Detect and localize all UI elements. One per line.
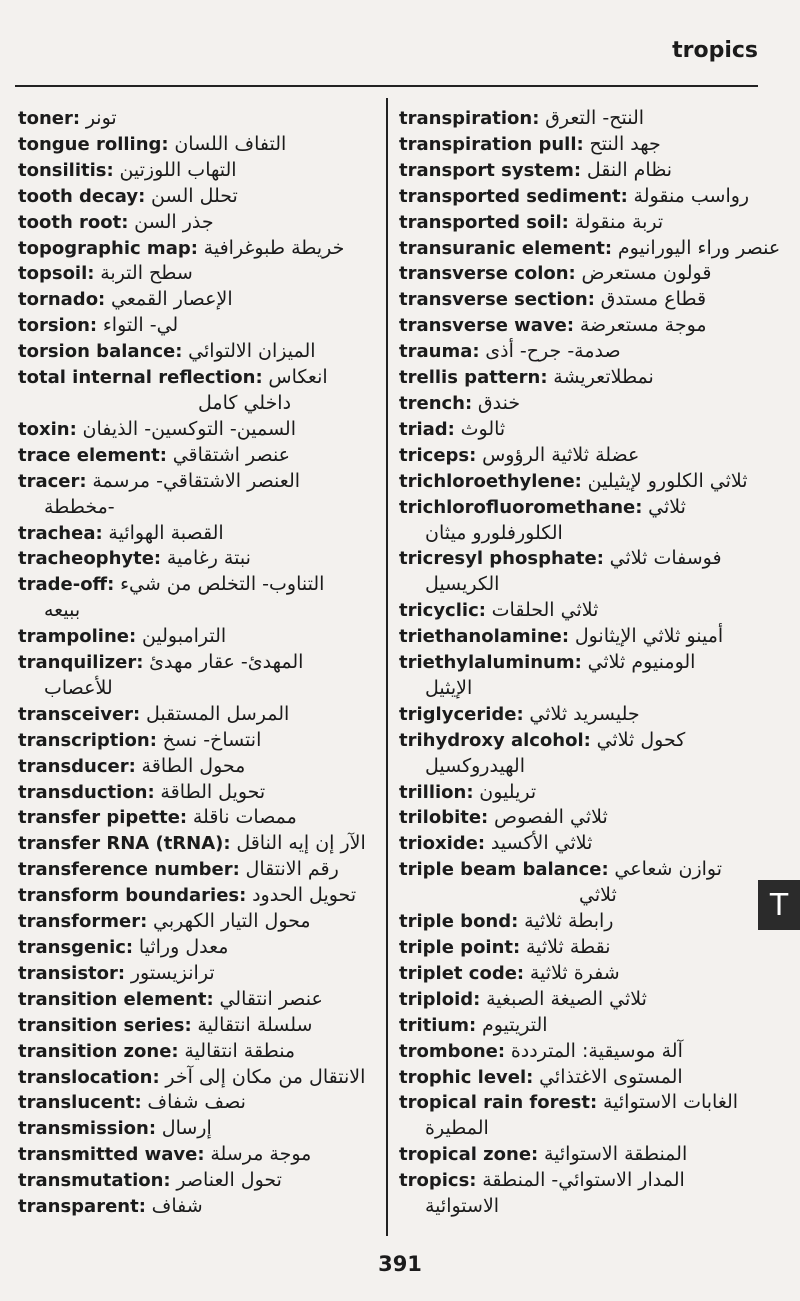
dictionary-entry bbox=[399, 184, 749, 210]
entry-continuation bbox=[399, 754, 749, 780]
dictionary-entry bbox=[399, 1013, 749, 1039]
entry-term: trauma: bbox=[399, 341, 480, 363]
entry-term: transform boundaries: bbox=[18, 885, 247, 907]
dictionary-entry bbox=[399, 624, 749, 650]
entry-term: transpiration pull: bbox=[399, 133, 584, 155]
dictionary-entry bbox=[18, 702, 378, 728]
dictionary-entry bbox=[18, 1116, 378, 1142]
entry-term: transition element: bbox=[18, 988, 214, 1010]
entry-term: transport system: bbox=[399, 159, 582, 181]
dictionary-entry bbox=[18, 728, 378, 754]
dictionary-entry bbox=[399, 287, 749, 313]
entry-translation: ثلاثي الكلورو لإيثيلين bbox=[587, 469, 748, 492]
entry-translation: موجة مرسلة bbox=[210, 1143, 312, 1166]
entry-translation: محول الطاقة bbox=[141, 754, 246, 777]
entry-term: trampoline: bbox=[18, 626, 137, 648]
entry-translation: عضلة ثلاثية الرؤوس bbox=[482, 443, 640, 466]
dictionary-entry bbox=[399, 210, 749, 236]
entry-translation: فوسفات ثلاثي bbox=[609, 547, 722, 570]
entry-translation: السمين- التوكسين- الذيفان bbox=[82, 417, 296, 440]
dictionary-entry bbox=[18, 780, 378, 806]
entry-term: triethylaluminum: bbox=[399, 652, 582, 674]
entry-term: trench: bbox=[399, 392, 473, 414]
entry-term: tropics: bbox=[399, 1170, 477, 1192]
entry-translation: ثلاثي الحلقات bbox=[491, 599, 599, 622]
entry-translation: العنصر الاشتقاقي- مرسمة bbox=[92, 469, 301, 492]
entry-translation: رقم الانتقال bbox=[245, 858, 339, 881]
dictionary-entry bbox=[18, 883, 378, 909]
entry-translation: عنصر انتقالي bbox=[219, 987, 323, 1010]
dictionary-entry bbox=[399, 495, 749, 521]
entry-translation: الإعصار القمعي bbox=[111, 288, 233, 311]
entry-term: trioxide: bbox=[399, 833, 486, 855]
dictionary-entry bbox=[18, 365, 378, 391]
dictionary-entry bbox=[399, 1065, 749, 1091]
dictionary-entry bbox=[399, 339, 749, 365]
entry-translation: نصف شفاف bbox=[147, 1091, 246, 1114]
left-column bbox=[18, 106, 378, 1220]
thumb-index-tab: T bbox=[758, 880, 800, 930]
entry-term: transpiration: bbox=[399, 108, 540, 129]
entry-term: total internal reflection: bbox=[18, 367, 263, 389]
entry-term: trellis pattern: bbox=[399, 367, 548, 389]
entry-term: transference number: bbox=[18, 859, 240, 881]
entry-translation: نبتة رغامية bbox=[166, 547, 251, 570]
dictionary-entry bbox=[18, 857, 378, 883]
entry-term: tropical rain forest: bbox=[399, 1092, 598, 1114]
entry-term: transmission: bbox=[18, 1118, 157, 1140]
entry-translation-continued: ببيعه bbox=[44, 599, 81, 622]
entry-translation: لي- التواء bbox=[102, 314, 179, 337]
dictionary-entry bbox=[18, 158, 378, 184]
dictionary-entry bbox=[399, 1090, 749, 1116]
dictionary-entry bbox=[18, 339, 378, 365]
entry-translation: ثلاثي bbox=[648, 495, 686, 518]
entry-translation: جذر السن bbox=[134, 210, 214, 233]
right-column bbox=[399, 106, 781, 1220]
entry-translation: القصبة الهوائية bbox=[108, 521, 224, 544]
entry-term: transfer pipette: bbox=[18, 807, 188, 829]
dictionary-entry bbox=[18, 132, 378, 158]
entry-translation: جليسريد ثلاثي bbox=[529, 702, 640, 725]
entry-term: trihydroxy alcohol: bbox=[399, 729, 591, 751]
entry-term: tricyclic: bbox=[399, 600, 486, 622]
entry-term: transition series: bbox=[18, 1014, 192, 1036]
entry-translation: معدل وراثيا bbox=[138, 936, 229, 958]
dictionary-entry bbox=[18, 313, 378, 339]
entry-translation: آلة موسيقية: المترددة bbox=[510, 1039, 683, 1062]
entry-translation: عنصر اشتقاقي bbox=[172, 443, 291, 466]
entry-translation-continued: ثلاثي bbox=[579, 884, 617, 907]
entry-translation: ثالوث bbox=[460, 417, 506, 440]
dictionary-entry bbox=[399, 987, 749, 1013]
entry-term: transverse section: bbox=[399, 289, 595, 311]
dictionary-entry bbox=[399, 1168, 749, 1194]
entry-term: triad: bbox=[399, 418, 455, 440]
entry-translation: التناوب- التخلص من شيء bbox=[120, 573, 325, 596]
page-number: 391 bbox=[378, 1252, 422, 1276]
dictionary-entry bbox=[18, 909, 378, 935]
entry-translation: قطاع مستدق bbox=[600, 288, 707, 311]
dictionary-entry bbox=[399, 546, 749, 572]
entry-translation: تربة منقولة bbox=[574, 210, 664, 233]
dictionary-entry bbox=[18, 987, 378, 1013]
entry-term: tongue rolling: bbox=[18, 133, 169, 155]
entry-continuation bbox=[18, 391, 378, 417]
entry-term: torsion balance: bbox=[18, 341, 183, 363]
entry-term: tropical zone: bbox=[399, 1144, 539, 1166]
entry-term: transported soil: bbox=[399, 211, 569, 233]
entry-translation: خريطة طبوغرافية bbox=[203, 236, 345, 259]
dictionary-entry bbox=[18, 1168, 378, 1194]
entry-term: tornado: bbox=[18, 289, 106, 311]
dictionary-entry bbox=[399, 961, 749, 987]
entry-translation: المستوى الاغتذائي bbox=[539, 1065, 683, 1088]
dictionary-entry bbox=[18, 236, 378, 262]
dictionary-entry bbox=[18, 287, 378, 313]
entry-translation: نظام النقل bbox=[586, 158, 673, 181]
dictionary-entry bbox=[399, 935, 749, 961]
dictionary-entry bbox=[18, 805, 378, 831]
entry-term: translocation: bbox=[18, 1066, 160, 1088]
dictionary-entry bbox=[18, 210, 378, 236]
entry-translation: الآر إن إيه الناقل bbox=[236, 832, 366, 855]
dictionary-entry bbox=[399, 261, 749, 287]
entry-translation: قولون مستعرض bbox=[581, 262, 712, 285]
entry-term: transmitted wave: bbox=[18, 1144, 205, 1166]
entry-continuation bbox=[399, 1194, 749, 1220]
dictionary-entry bbox=[18, 1090, 378, 1116]
entry-term: translucent: bbox=[18, 1092, 142, 1114]
entry-term: transported sediment: bbox=[399, 185, 628, 207]
entry-term: transmutation: bbox=[18, 1170, 171, 1192]
entry-term: triplet code: bbox=[399, 962, 525, 984]
entry-continuation bbox=[399, 521, 749, 547]
dictionary-entry bbox=[18, 961, 378, 987]
entry-term: tooth decay: bbox=[18, 185, 146, 207]
entry-translation: رواسب منقولة bbox=[633, 184, 750, 207]
entry-translation: صدمة- جرح- أذى bbox=[485, 340, 621, 363]
entry-translation-continued: للأعصاب bbox=[44, 676, 113, 699]
dictionary-entry bbox=[399, 417, 749, 443]
entry-translation: المهدئ- عقار مهدئ bbox=[149, 651, 304, 674]
entry-term: transparent: bbox=[18, 1196, 146, 1218]
entry-translation: كحول ثلاثي bbox=[596, 728, 686, 751]
dictionary-entry bbox=[18, 184, 378, 210]
dictionary-entry bbox=[18, 572, 378, 598]
entry-term: tracheophyte: bbox=[18, 548, 162, 570]
dictionary-entry bbox=[399, 391, 749, 417]
dictionary-entry bbox=[18, 935, 378, 961]
entry-term: tricresyl phosphate: bbox=[399, 548, 604, 570]
entry-term: tonsilitis: bbox=[18, 159, 114, 181]
entry-continuation bbox=[399, 676, 749, 702]
dictionary-entry bbox=[18, 443, 378, 469]
entry-term: toner: bbox=[18, 108, 81, 129]
entry-translation-continued: الكلورفلورو ميثان bbox=[425, 521, 563, 544]
guide-word: tropics bbox=[672, 38, 758, 63]
entry-translation: موجة مستعرضة bbox=[579, 314, 707, 337]
dictionary-entry bbox=[399, 469, 749, 495]
dictionary-entry bbox=[399, 313, 749, 339]
entry-translation: ثلاثي الفصوص bbox=[494, 806, 608, 829]
dictionary-entry bbox=[18, 624, 378, 650]
entry-translation: تحويل الحدود bbox=[252, 884, 357, 907]
entry-term: transduction: bbox=[18, 781, 155, 803]
entry-translation: سطح التربة bbox=[100, 262, 193, 285]
entry-term: transcription: bbox=[18, 729, 157, 751]
entry-term: transition zone: bbox=[18, 1040, 179, 1062]
dictionary-entry bbox=[399, 909, 749, 935]
entry-translation: ممصات ناقلة bbox=[192, 806, 297, 829]
entry-translation: المنطقة الاستوائية bbox=[543, 1143, 688, 1166]
entry-translation: ثلاثي الصيغة الصبغية bbox=[486, 987, 647, 1010]
entry-translation: ترانزيستور bbox=[130, 961, 215, 984]
entry-translation: المدار الاستوائي- المنطقة bbox=[482, 1169, 685, 1192]
entry-term: trophic level: bbox=[399, 1066, 534, 1088]
entry-translation: جهد النتح bbox=[589, 132, 661, 155]
dictionary-entry bbox=[18, 106, 378, 132]
entry-translation-continued: الاستوائية bbox=[425, 1195, 500, 1218]
entry-term: trace element: bbox=[18, 444, 167, 466]
entry-translation: شفرة ثلاثية bbox=[529, 961, 620, 984]
entry-term: trachea: bbox=[18, 522, 103, 544]
entry-translation: أمينو ثلاثي الإيثانول bbox=[574, 625, 724, 648]
entry-translation-continued: الإيثيل bbox=[425, 676, 473, 699]
dictionary-entry bbox=[399, 805, 749, 831]
entry-term: tooth root: bbox=[18, 211, 129, 233]
dictionary-entry bbox=[399, 132, 749, 158]
dictionary-entry bbox=[399, 1142, 749, 1168]
entry-term: transverse wave: bbox=[399, 315, 575, 337]
entry-term: triceps: bbox=[399, 444, 477, 466]
entry-translation: انعكاس bbox=[268, 366, 328, 389]
entry-continuation bbox=[18, 676, 378, 702]
dictionary-entry bbox=[18, 546, 378, 572]
entry-term: triploid: bbox=[399, 988, 481, 1010]
entry-term: transformer: bbox=[18, 911, 148, 933]
dictionary-entry bbox=[18, 1013, 378, 1039]
entry-term: triethanolamine: bbox=[399, 626, 570, 648]
entry-translation: شفاف bbox=[151, 1195, 203, 1218]
entry-translation-continued: الهيدروكسيل bbox=[425, 754, 526, 777]
entry-term: trillion: bbox=[399, 781, 474, 803]
entry-term: topsoil: bbox=[18, 263, 95, 285]
entry-translation: عنصر وراء اليورانيوم bbox=[617, 236, 781, 259]
dictionary-entry bbox=[399, 106, 749, 132]
entry-term: trilobite: bbox=[399, 807, 489, 829]
entry-translation: انتساخ- نسخ bbox=[162, 728, 262, 751]
entry-term: triple beam balance: bbox=[399, 859, 609, 881]
entry-translation: الومنيوم ثلاثي bbox=[587, 651, 696, 674]
dictionary-entry bbox=[18, 1194, 378, 1220]
dictionary-entry bbox=[399, 650, 749, 676]
entry-translation: نمطلاتعريشة bbox=[553, 366, 654, 389]
entry-continuation bbox=[399, 1116, 749, 1142]
dictionary-entry bbox=[399, 598, 749, 624]
dictionary-entry bbox=[399, 857, 749, 883]
entry-continuation bbox=[18, 495, 378, 521]
entry-translation: رابطة ثلاثية bbox=[524, 910, 614, 933]
dictionary-entry bbox=[18, 831, 378, 857]
entry-term: transistor: bbox=[18, 962, 126, 984]
entry-translation: ثلاثي الأكسيد bbox=[490, 832, 593, 855]
dictionary-entry bbox=[399, 365, 749, 391]
entry-term: transceiver: bbox=[18, 703, 141, 725]
entry-translation: تحول العناصر bbox=[176, 1169, 282, 1192]
dictionary-entry bbox=[399, 780, 749, 806]
entry-translation: تحلل السن bbox=[151, 184, 238, 207]
dictionary-entry bbox=[399, 728, 749, 754]
dictionary-entry bbox=[18, 261, 378, 287]
entry-translation: محول التيار الكهربي bbox=[153, 910, 311, 933]
entry-term: triglyceride: bbox=[399, 703, 524, 725]
entry-translation: تريليون bbox=[479, 780, 537, 803]
entry-translation: منطقة انتقالية bbox=[184, 1039, 296, 1062]
entry-term: transverse colon: bbox=[399, 263, 576, 285]
dictionary-entry bbox=[399, 702, 749, 728]
entry-translation: نقطة ثلاثية bbox=[525, 936, 611, 958]
entry-translation: إرسال bbox=[161, 1117, 212, 1140]
entry-term: torsion: bbox=[18, 315, 98, 337]
dictionary-entry bbox=[18, 521, 378, 547]
dictionary-entry bbox=[399, 443, 749, 469]
entry-translation: النتح- التعرق bbox=[545, 107, 645, 129]
dictionary-entry bbox=[18, 417, 378, 443]
dictionary-entry bbox=[18, 469, 378, 495]
entry-term: trichlorofluoromethane: bbox=[399, 496, 643, 518]
entry-term: transducer: bbox=[18, 755, 136, 777]
entry-term: toxin: bbox=[18, 418, 77, 440]
entry-term: transgenic: bbox=[18, 937, 134, 958]
dictionary-entry bbox=[18, 650, 378, 676]
entry-term: triple point: bbox=[399, 937, 521, 958]
entry-translation-continued: الكريسيل bbox=[425, 573, 500, 596]
dictionary-entry bbox=[399, 236, 781, 262]
entry-translation: الانتقال من مكان إلى آخر bbox=[165, 1065, 366, 1088]
entry-translation: تحويل الطاقة bbox=[160, 780, 266, 803]
entry-translation: الغابات الاستوائية bbox=[602, 1091, 739, 1114]
entry-translation: الترامبولين bbox=[141, 625, 227, 648]
entry-translation: سلسلة انتقالية bbox=[197, 1013, 313, 1036]
entry-continuation bbox=[399, 572, 749, 598]
entry-translation: التهاب اللوزتين bbox=[119, 158, 237, 181]
entry-translation: تونر bbox=[85, 107, 117, 129]
entry-term: tranquilizer: bbox=[18, 652, 144, 674]
entry-translation-continued: داخلي كامل bbox=[198, 391, 292, 414]
entry-translation-continued: المطيرة bbox=[425, 1117, 489, 1140]
entry-term: transuranic element: bbox=[399, 237, 613, 259]
entry-term: transfer RNA (tRNA): bbox=[18, 833, 231, 855]
dictionary-entry bbox=[399, 1039, 749, 1065]
dictionary-entry bbox=[399, 831, 749, 857]
dictionary-entry bbox=[18, 1065, 378, 1091]
entry-term: topographic map: bbox=[18, 237, 198, 259]
header-rule bbox=[15, 85, 758, 87]
dictionary-entry bbox=[18, 1039, 378, 1065]
dictionary-entry bbox=[18, 1142, 378, 1168]
entry-translation: التفاف اللسان bbox=[174, 132, 287, 155]
entry-continuation bbox=[399, 883, 749, 909]
entry-continuation bbox=[18, 598, 378, 624]
dictionary-entry bbox=[18, 754, 378, 780]
entry-translation: المرسل المستقبل bbox=[145, 702, 290, 725]
entry-translation: الميزان الالتوائي bbox=[188, 340, 316, 363]
entry-translation-continued: -مخططة bbox=[44, 495, 115, 518]
entry-term: trichloroethylene: bbox=[399, 470, 582, 492]
entry-term: trade-off: bbox=[18, 574, 115, 596]
entry-translation: التريتيوم bbox=[481, 1013, 548, 1036]
entry-translation: خندق bbox=[477, 391, 521, 414]
entry-translation: توازن شعاعي bbox=[614, 858, 723, 881]
column-divider bbox=[386, 98, 388, 1236]
entry-term: tritium: bbox=[399, 1014, 477, 1036]
entry-term: trombone: bbox=[399, 1040, 506, 1062]
entry-term: triple bond: bbox=[399, 911, 519, 933]
entry-term: tracer: bbox=[18, 470, 87, 492]
dictionary-entry bbox=[399, 158, 749, 184]
